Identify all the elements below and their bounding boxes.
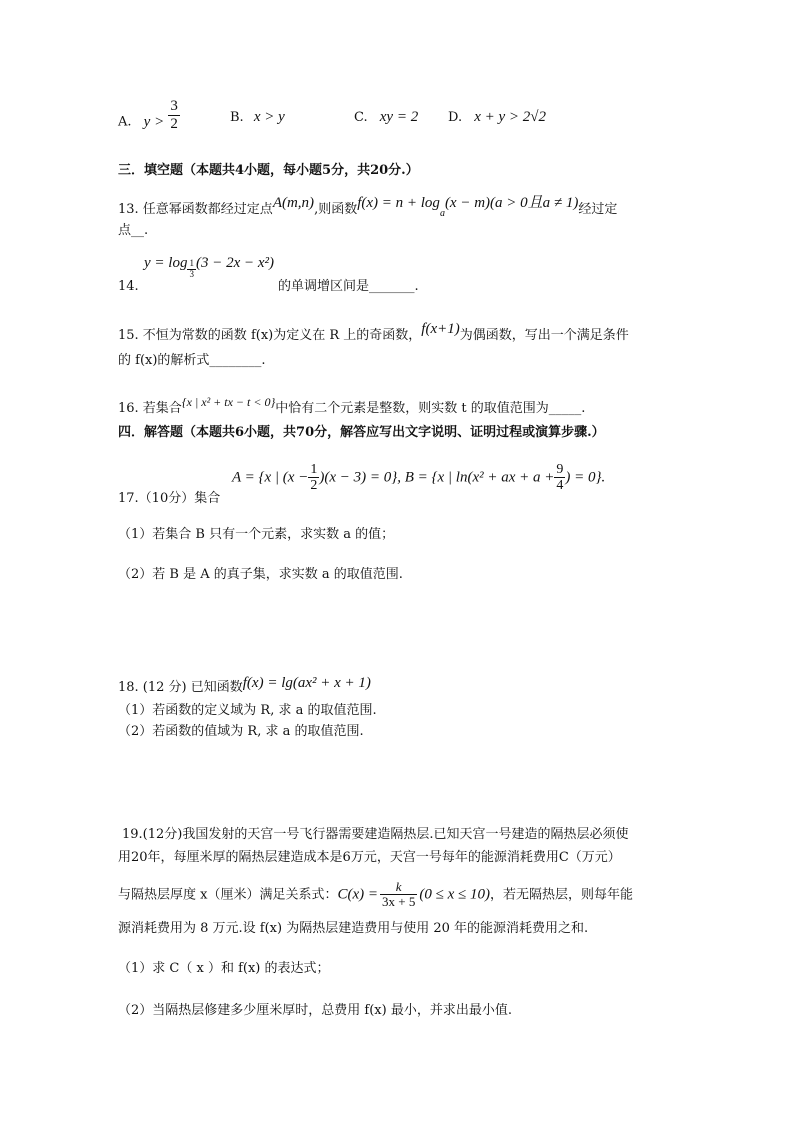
- q19-fraction: [380, 880, 417, 910]
- q17-num: 17.（10分）集合: [118, 491, 221, 506]
- q15-post: 为偶函数，写出一个满足条件: [459, 328, 629, 343]
- q17-sets: [232, 462, 605, 494]
- q19-func: C(x) =: [337, 886, 378, 903]
- q18-func: f(x) = lg(ax² + x + 1): [242, 675, 371, 691]
- q17-seta-frac: [308, 462, 319, 494]
- q19-domain: (0 ≤ x ≤ 10): [419, 886, 490, 903]
- q18-line: [118, 676, 371, 694]
- q19-line3: [118, 880, 633, 910]
- q17-seta-den: 2: [310, 478, 318, 494]
- q13-func: f(x) = n + log: [357, 195, 440, 211]
- option-d-expr: x + y > 2√2: [474, 109, 547, 125]
- q13-line1: [118, 196, 617, 219]
- q16-post: 中恰有二个元素是整数，则实数 t 的取值范围为_____.: [275, 401, 586, 416]
- q14-expr2: (3 − 2x − x²): [195, 255, 274, 271]
- q15-mid: f(x+1): [421, 321, 460, 337]
- option-a-lhs: y >: [143, 113, 165, 130]
- q17-part2: （2）若 B 是 A 的真子集，求实数 a 的取值范围.: [118, 567, 403, 582]
- q18-num: 18. (12 分) 已知函数: [118, 680, 243, 695]
- option-a-num: 3: [170, 98, 178, 114]
- q17-seta2: )(x − 3) = 0}, B = {x | ln(x² + ax + a +: [319, 469, 555, 486]
- q19-line4: 源消耗费用为 8 万元.设 f(x) 为隔热层建造费用与使用 20 年的能源消耗费用之和.: [118, 921, 589, 936]
- q14-base: [187, 259, 196, 280]
- q16-set: {x | x² + tx − t < 0}: [181, 395, 276, 409]
- option-a-fraction: [168, 98, 180, 132]
- option-b-label: B.: [230, 110, 244, 125]
- option-d: [448, 110, 546, 125]
- q15-pre: 15. 不恒为常数的函数 f(x)为定义在 R 上的奇函数，: [118, 328, 422, 343]
- q15-line2: 的 f(x)的解析式________.: [118, 353, 266, 368]
- q17-setb2: ) = 0}.: [565, 469, 606, 486]
- q18-part2: （2）若函数的值域为 R, 求 a 的取值范围.: [118, 724, 364, 739]
- q13-post: 经过定: [578, 202, 618, 217]
- q17-setb-num: 9: [556, 462, 564, 477]
- section3-heading: 三．填空题（本题共4小题，每小题5分，共20分.）: [118, 163, 419, 178]
- q14-num: 14.: [118, 279, 139, 294]
- q17-setb-den: 4: [556, 478, 564, 494]
- q19-line3a: 与隔热层厚度 x（厘米）满足关系式：: [118, 887, 338, 903]
- q19-line1: 19.(12分)我国发射的天宫一号飞行器需要建造隔热层.已知天宫一号建造的隔热层必须使: [122, 827, 629, 842]
- q17-seta-num: 1: [310, 462, 318, 477]
- option-a-label: A.: [118, 114, 132, 130]
- option-a: [118, 98, 180, 132]
- option-a-den: 2: [170, 115, 178, 132]
- q14-tail: 的单调增区间是_______.: [278, 279, 419, 294]
- q14-formula: [144, 256, 274, 280]
- q17-seta1: A = {x | (x −: [232, 469, 309, 486]
- q19-num: k: [380, 880, 417, 895]
- q19-part2: （2）当隔热层修建多少厘米厚时，总费用 f(x) 最小，并求出最小值.: [118, 1003, 512, 1018]
- q17-part1: （1）若集合 B 只有一个元素，求实数 a 的值；: [118, 527, 395, 542]
- option-c-expr: xy = 2: [379, 109, 419, 125]
- option-c-label: C.: [354, 110, 368, 125]
- q13-point: A(m,n): [272, 195, 315, 211]
- q14-expr: y = log: [144, 255, 188, 271]
- q13-func2: (x − m)(a > 0且a ≠ 1): [444, 195, 579, 211]
- q13-line2: 点__.: [118, 223, 149, 238]
- q13-pre: 13. 任意幂函数都经过定点: [118, 202, 273, 217]
- option-d-label: D.: [448, 110, 463, 125]
- q19-part1: （1）求 C（ x ）和 f(x) 的表达式；: [118, 961, 330, 976]
- q16-line: [118, 396, 585, 415]
- q19-line2: 用20年，每厘米厚的隔热层建造成本是6万元，天宫一号每年的能源消耗费用C（万元）: [118, 850, 621, 865]
- q13-base: a: [439, 208, 445, 219]
- option-b-expr: x > y: [253, 109, 285, 125]
- q16-pre: 16. 若集合: [118, 401, 182, 416]
- q19-line3b: ，若无隔热层，则每年能: [489, 887, 633, 903]
- q19-den: 3x + 5: [382, 894, 416, 910]
- option-c: [354, 110, 418, 125]
- q15-line1: [118, 322, 629, 342]
- q13-mid: ,则函数: [314, 202, 358, 217]
- option-b: [230, 110, 285, 125]
- q17-setb-frac: [554, 462, 565, 494]
- q14-base-num: 1: [189, 258, 194, 269]
- q14-base-den: 3: [189, 269, 194, 279]
- q18-part1: （1）若函数的定义域为 R, 求 a 的取值范围.: [118, 703, 377, 718]
- section4-heading: 四．解答题（本题共6小题，共70分，解答应写出文字说明、证明过程或演算步骤.）: [118, 425, 605, 440]
